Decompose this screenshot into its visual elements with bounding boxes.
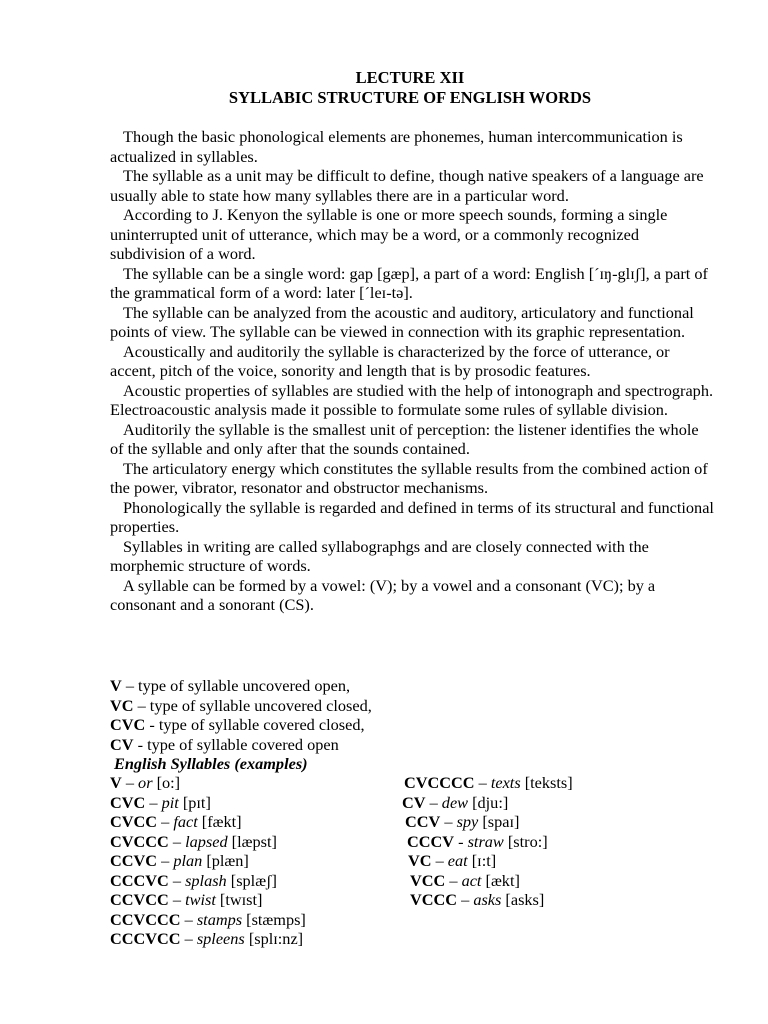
type-description: type of syllable uncovered closed, [149,695,372,715]
example-separator: – [168,890,186,909]
paragraph: Auditorily the syllable is the smallest unit of perception: the listener identifies the whole of the syllable and only after that the sounds contained. [110,419,699,458]
example-code: CVCCC [110,831,169,851]
syllable-type-item [110,715,372,735]
example-word: act [461,870,482,890]
example-code: CCV [405,812,441,831]
example-separator: – [157,812,174,831]
type-code: V [110,676,122,695]
type-separator: – [133,695,150,715]
example-code: CCCVCC [110,929,181,948]
example-transcription: [ækt] [481,870,520,890]
example-transcription: [ɪ:t] [467,851,497,870]
example-word: plan [173,851,203,870]
example-word: texts [490,773,521,792]
paragraph: Acoustically and auditorily the syllable is characterized by the force of utterance, or accent, pitch of the voice, sonority and length that is by prosodic features. [110,341,670,380]
example-transcription: [læpst] [227,831,277,851]
example-separator: – [121,773,139,792]
example-code: CVC [110,792,146,812]
example-transcription: [dju:] [468,792,509,812]
paragraph: A syllable can be formed by a vowel: (V); by a vowel and a consonant (VC); by a consonant and a sonorant (CS). [110,575,656,614]
type-separator: - [133,734,148,754]
example-transcription: [stæmps] [242,909,306,929]
paragraph: Syllables in writing are called syllabographgs and are closely connected with the morphemic structure of words. [110,536,649,575]
examples-right-column [402,773,573,910]
example-item [110,910,306,930]
example-separator: – [425,792,442,812]
example-separator: – [157,851,174,870]
paragraph: The syllable can be analyzed from the acoustic and auditory, articulatory and functional points of view. The syllable can be viewed in connection with its graphic representation. [110,302,694,341]
syllable-type-list [110,676,372,754]
example-code: CCVCCC [110,909,181,929]
paragraph: The syllable can be a single word: gap [gæp], a part of a word: English [´ɪŋ-glɪʃ], a part of the grammatical form of a word: later [´leɪ-tə]. [110,263,708,302]
type-description: type of syllable covered closed, [158,715,365,734]
example-code: CCVC [110,851,158,870]
example-item [110,851,306,871]
syllable-type-item [110,676,372,696]
type-description: type of syllable uncovered open, [138,676,351,695]
example-code: VC [408,851,432,870]
example-item [110,871,306,891]
type-code: VC [110,695,134,715]
example-separator: - [454,831,468,851]
paragraph: Phonologically the syllable is regarded and defined in terms of its structural and functional properties. [110,497,714,536]
type-separator: - [145,715,159,734]
example-separator: – [180,929,197,948]
example-separator: – [474,773,491,792]
type-separator: – [121,676,139,695]
example-word: stamps [196,909,243,929]
examples-heading: English Syllables (examples) [114,754,308,773]
example-item [402,871,573,891]
example-item [402,773,573,793]
example-word: eat [447,851,468,870]
example-transcription: [stro:] [503,831,548,851]
example-word: lapsed [185,831,228,851]
example-transcription: [teksts] [520,773,573,792]
example-word: pit [161,792,179,812]
example-word: twist [185,890,216,909]
example-separator: – [168,831,186,851]
example-transcription: [twɪst] [215,890,263,909]
example-item [402,812,573,832]
type-code: CVC [110,715,146,734]
example-word: spy [456,812,479,831]
example-transcription: [splɪ:nz] [244,929,304,948]
example-item [110,773,306,793]
example-transcription: [plæn] [202,851,249,870]
example-code: VCC [410,870,446,890]
example-word: asks [473,890,502,909]
lecture-title: SYLLABIC STRUCTURE OF ENGLISH WORDS [228,88,592,107]
syllable-type-item [110,735,372,755]
example-separator: – [457,890,474,909]
example-transcription: [splæʃ] [226,870,277,890]
example-word: straw [467,831,504,851]
syllable-type-item [110,696,372,716]
example-transcription: [o:] [152,773,181,792]
example-code: CVCCCC [404,773,475,792]
example-item [402,793,573,813]
example-separator: – [145,792,162,812]
body-text [110,127,714,615]
paragraph: Though the basic phonological elements are phonemes, human intercommunication is actualized in syllables. [110,127,683,166]
lecture-number: LECTURE XII [355,68,465,87]
example-item [402,890,573,910]
example-code: CCCV [407,831,455,851]
examples-left-column [110,773,306,949]
example-separator: – [431,851,448,870]
paragraph: The syllable as a unit may be difficult to define, though native speakers of a language are usually able to state how many syllables there are in a particular word. [110,166,704,205]
example-transcription: [asks] [501,890,545,909]
example-word: splash [185,870,227,890]
example-separator: – [168,870,186,890]
example-code: CVCC [110,812,158,831]
example-item [402,832,573,852]
example-item [110,929,306,949]
example-code: CCVCC [110,890,169,909]
example-separator: – [180,909,197,929]
example-transcription: [fækt] [197,812,242,831]
example-word: dew [441,792,469,812]
example-word: or [138,773,153,792]
example-separator: – [440,812,457,831]
example-transcription: [pɪt] [178,792,211,812]
paragraph: Acoustic properties of syllables are studied with the help of intonograph and spectrograph. Electroacoustic analysis made it possible to formulate some rules of syllable division. [110,380,714,419]
example-word: spleens [196,929,245,948]
paragraph: The articulatory energy which constitutes the syllable results from the combined action of the power, vibrator, resonator and obstructor mechanisms. [110,458,708,497]
example-word: fact [173,812,198,831]
example-code: CCCVC [110,870,169,890]
example-code: CV [402,792,426,812]
paragraph: According to J. Kenyon the syllable is one or more speech sounds, forming a single uninterrupted unit of utterance, which may be a word, or a commonly recognized subdivision of a word. [110,205,668,263]
example-item [402,851,573,871]
example-code: V [110,773,122,792]
example-transcription: [spaɪ] [478,812,520,831]
example-item [110,832,306,852]
example-item [110,793,306,813]
type-description: type of syllable covered open [147,734,339,754]
example-item [110,890,306,910]
example-item [110,812,306,832]
example-code: VCCC [410,890,458,909]
type-code: CV [110,734,134,754]
example-separator: – [445,870,462,890]
